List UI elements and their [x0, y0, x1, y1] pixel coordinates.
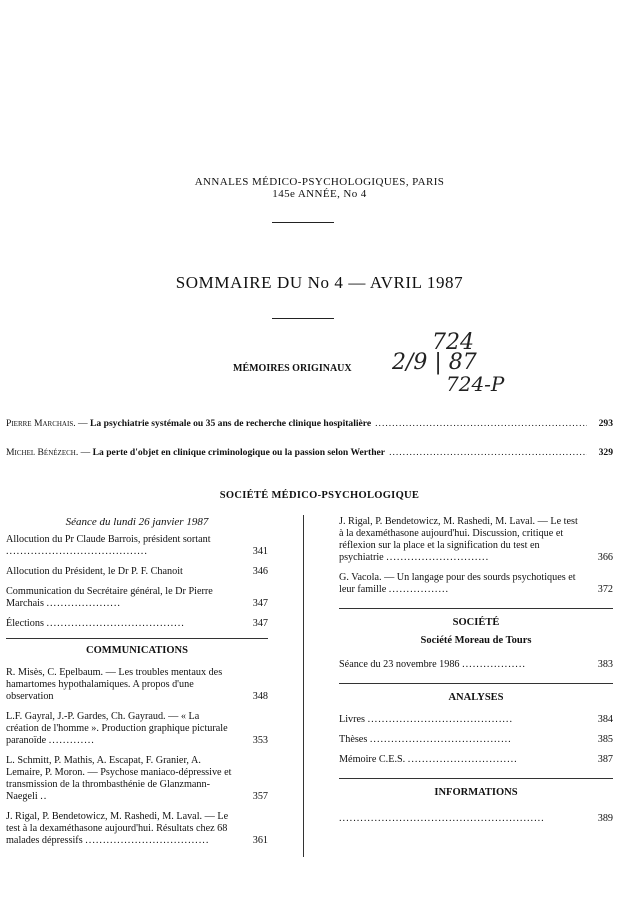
toc-entry	[339, 572, 613, 596]
entry-text: G. Vacola. — Un langage pour des sourds psychotiques et leur famille	[339, 572, 576, 595]
entry-text: Allocution du Président, le Dr P. F. Chanoit	[6, 566, 183, 577]
informations-heading: INFORMATIONS	[434, 787, 518, 798]
handwritten-note-1: 724	[432, 330, 474, 355]
analyses-heading: ANALYSES	[448, 692, 504, 703]
dot-leader: ...............................	[407, 754, 518, 765]
dot-leader: .....................	[46, 598, 121, 609]
journal-title: ANNALES MÉDICO-PSYCHOLOGIQUES, PARIS	[194, 176, 445, 188]
entry-page: 361	[252, 835, 268, 846]
issue-line: 145e ANNÉE, No 4	[272, 188, 367, 200]
dot-leader: ..	[40, 791, 48, 802]
entry-page: 341	[252, 546, 268, 557]
entry-text: J. Rigal, P. Bendetowicz, M. Rashedi, M. Laval. — Le test à la dexaméthasone aujourd'hui. Discussion, critique et réflexion sur la place et la signification du test en psychiatrie	[339, 516, 578, 563]
divider	[339, 778, 613, 779]
toc-entry	[339, 754, 613, 766]
entry-page: 384	[597, 714, 613, 725]
entry-page: 357	[252, 791, 268, 802]
memoires-heading: MÉMOIRES ORIGINAUX	[233, 363, 352, 374]
divider	[272, 222, 334, 223]
toc-entry	[339, 714, 613, 726]
toc-entry	[339, 734, 613, 746]
seance-date: Séance du lundi 26 janvier 1987	[65, 516, 209, 528]
entry-text: Mémoire C.E.S.	[339, 754, 406, 765]
toc-entry	[6, 711, 268, 747]
entry-text: Thèses	[339, 734, 368, 745]
memoire-title: La psychiatrie systémale ou 35 ans de recherche clinique hospitalière	[90, 418, 372, 429]
memoire-page: 329	[598, 447, 613, 458]
toc-entry	[6, 534, 268, 558]
memoire-page: 293	[598, 418, 613, 429]
entry-page: 385	[597, 734, 613, 745]
divider	[339, 683, 613, 684]
toc-entry	[6, 586, 268, 610]
handwritten-note-2: 2/9 | 87	[392, 350, 477, 375]
memoire-title: La perte d'objet en clinique criminologique ou la passion selon Werther	[92, 447, 386, 458]
entry-page: 366	[597, 552, 613, 563]
column-divider	[303, 515, 304, 857]
societe-subheading: Société Moreau de Tours	[420, 635, 532, 646]
entry-text: L. Schmitt, P. Mathis, A. Escapat, F. Granier, A. Lemaire, P. Moron. — Psychose maniaco-dépressive et transmission de la thrombasthénie de Glanzmann-Naegeli	[6, 755, 232, 802]
entry-page: 383	[597, 659, 613, 670]
entry-page: 348	[252, 691, 268, 702]
entry-page: 372	[597, 584, 613, 595]
dot-leader: ........................................	[6, 546, 148, 557]
divider	[272, 318, 334, 319]
entry-text: Élections	[6, 618, 44, 629]
toc-entry	[339, 516, 613, 564]
entry-page: 389	[597, 813, 613, 824]
dot-leader: ..................	[462, 659, 526, 670]
dot-leader: .............................	[386, 552, 490, 563]
entry-text: J. Rigal, P. Bendetowicz, M. Rashedi, M. Laval. — Le test à la dexaméthasone aujourd'hui. Résultats chez 68 malades dépressifs	[6, 811, 229, 846]
page-title: SOMMAIRE DU No 4 — AVRIL 1987	[175, 273, 464, 292]
entry-page: 347	[252, 598, 268, 609]
left-column	[6, 516, 268, 855]
dot-leader: ...................................	[85, 835, 210, 846]
societe-mp-heading: SOCIÉTÉ MÉDICO-PSYCHOLOGIQUE	[219, 490, 420, 501]
memoire-entry	[6, 418, 613, 429]
handwritten-note-3: 724-P	[446, 372, 505, 396]
divider	[339, 608, 613, 609]
right-column	[339, 516, 613, 833]
entry-page: 346	[252, 566, 268, 577]
entry-text: Communication du Secrétaire général, le Dr Pierre Marchais	[6, 586, 213, 609]
toc-entry	[339, 659, 613, 671]
communications-heading: COMMUNICATIONS	[86, 645, 188, 656]
dot-leader	[389, 447, 587, 458]
toc-entry	[6, 811, 268, 847]
dot-leader: ..........................................................	[339, 813, 545, 824]
toc-entry	[6, 755, 268, 803]
toc-entry	[6, 618, 268, 630]
dot-leader: .............	[48, 735, 95, 746]
dot-leader: .................	[388, 584, 450, 595]
dot-leader: ........................................	[369, 734, 512, 745]
dot-leader: .......................................	[46, 618, 185, 629]
toc-entry	[6, 667, 268, 703]
entry-text: R. Misès, C. Epelbaum. — Les troubles mentaux des hamartomes hypothalamiques. A propos d'une observation	[6, 667, 223, 702]
entry-page: 347	[252, 618, 268, 629]
memoire-author: Michel Bénézech. —	[6, 447, 91, 458]
societe-heading: SOCIÉTÉ	[452, 617, 500, 628]
entry-text: Livres	[339, 714, 366, 725]
memoire-entry	[6, 447, 613, 458]
toc-entry	[6, 566, 268, 578]
toc-entry	[339, 813, 613, 825]
memoire-author: Pierre Marchais. —	[6, 418, 88, 429]
dot-leader	[375, 418, 587, 429]
entry-text: L.F. Gayral, J.-P. Gardes, Ch. Gayraud. — « La création de l'homme ». Production graphique picturale paranoïde	[6, 711, 228, 746]
divider	[6, 638, 268, 639]
entry-text: Allocution du Pr Claude Barrois, président sortant	[6, 534, 211, 545]
entry-page: 353	[252, 735, 268, 746]
entry-text: Séance du 23 novembre 1986	[339, 659, 460, 670]
entry-page: 387	[597, 754, 613, 765]
dot-leader: .........................................	[367, 714, 513, 725]
